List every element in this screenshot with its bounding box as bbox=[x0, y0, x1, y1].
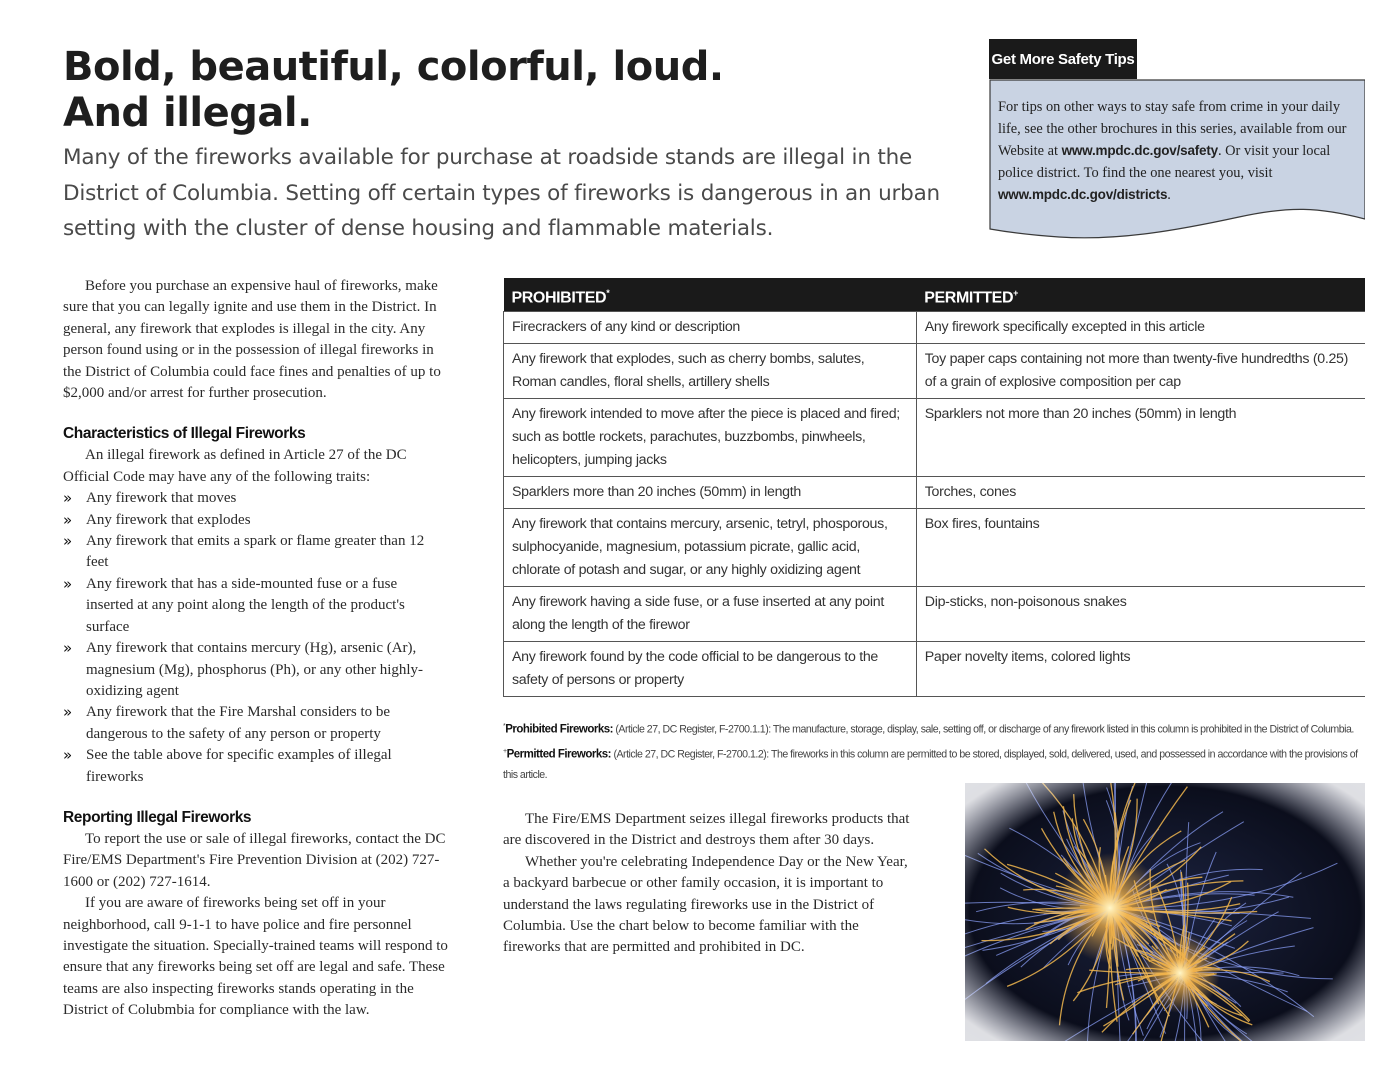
districts-website-link[interactable]: www.mpdc.dc.gov/districts bbox=[998, 187, 1168, 202]
characteristics-intro: An illegal firework as defined in Article 27 of the DC Official Code may have any of the following traits: bbox=[63, 447, 407, 485]
photo-vignette bbox=[965, 783, 1365, 1041]
left-column bbox=[63, 276, 448, 1022]
list-item-text: Any firework that explodes bbox=[86, 511, 251, 528]
table-row bbox=[504, 587, 1366, 642]
safety-website-link[interactable]: www.mpdc.dc.gov/safety bbox=[1061, 143, 1218, 158]
permitted-footnote-continued: this article. bbox=[503, 769, 548, 782]
list-item-text: Any firework that the Fire Marshal considers to be dangerous to the safety of any person or property bbox=[86, 704, 391, 742]
safety-tips-text bbox=[998, 97, 1354, 207]
celebration-paragraph: Whether you're celebrating Independence Day or the New Year, a backyard barbecue or other family occasion, it is important to understand the laws regulating fireworks use in the District of Columbia. Use the chart below to become familiar with the fireworks that are permitted and prohibited in DC. bbox=[503, 853, 908, 956]
characteristics-heading: Characteristics of Illegal Fireworks bbox=[63, 425, 306, 443]
reporting-paragraph-2: If you are aware of fireworks being set off in your neighborhood, call 9-1-1 to have police and fire personnel investigate the situation. Specially-trained teams will respond to ensure that any fireworks being set off are legal and safe. These teams are also inspecting fireworks stands operating in the District of Colubmbia for compliance with the law. bbox=[63, 895, 448, 1019]
permitted-cell: Sparklers not more than 20 inches (50mm) in length bbox=[916, 399, 1365, 477]
tips-text-part-3: . bbox=[1167, 187, 1171, 203]
table-row bbox=[504, 642, 1366, 697]
headline-line-1: Bold, beautiful, colorful, loud. bbox=[63, 44, 724, 90]
tips-text-part-2: . Or visit your local police district. To find the one nearest you, visit bbox=[998, 143, 1331, 181]
prohibited-cell: Any firework having a side fuse, or a fuse inserted at any point along the length of the firewor bbox=[504, 587, 917, 642]
list-item bbox=[63, 531, 448, 574]
list-item-text: Any firework that contains mercury (Hg), arsenic (Ar), magnesium (Mg), phosphorus (Ph), or any other highly-oxidizing agent bbox=[86, 640, 424, 699]
headline bbox=[63, 44, 963, 136]
bullet-icon: » bbox=[63, 703, 73, 722]
list-item bbox=[63, 638, 448, 702]
fireworks-table bbox=[503, 278, 1365, 697]
list-item bbox=[63, 745, 448, 788]
permitted-cell: Toy paper caps containing not more than twenty-five hundredths (0.25) of a grain of explosive composition per cap bbox=[916, 344, 1365, 399]
permitted-cell: Dip-sticks, non-poisonous snakes bbox=[916, 587, 1365, 642]
bullet-icon: » bbox=[63, 532, 73, 551]
list-item-text: Any firework that has a side-mounted fuse or a fuse inserted at any point along the length of the product's surface bbox=[86, 575, 405, 635]
characteristics-list bbox=[63, 488, 448, 788]
tips-text-part-1: For tips on other ways to stay safe from crime in your daily life, see the other brochures in this series, available from our Website at bbox=[998, 99, 1347, 159]
table-row bbox=[504, 312, 1366, 344]
safety-tips-tab: Get More Safety Tips bbox=[989, 39, 1137, 79]
headline-line-2: And illegal. bbox=[63, 90, 312, 136]
reporting-paragraph-1: To report the use or sale of illegal fireworks, contact the DC Fire/EMS Department's Fire Prevention Division at (202) 727-1600 or (202) 727-1614. bbox=[63, 830, 446, 890]
reporting-heading: Reporting Illegal Fireworks bbox=[63, 808, 252, 826]
safety-tips-box bbox=[989, 79, 1365, 241]
seizure-paragraph: The Fire/EMS Department seizes illegal fireworks products that are discovered in the District and destroys them after 30 days. bbox=[503, 811, 910, 849]
permitted-cell: Torches, cones bbox=[916, 477, 1365, 509]
subheading: Many of the fireworks available for purchase at roadside stands are illegal in the District of Columbia. Setting off certain types of fireworks is dangerous in an urban setting with the cluster of dense housing and flammable materials. bbox=[63, 145, 940, 241]
list-item bbox=[63, 488, 448, 509]
prohibited-cell: Sparklers more than 20 inches (50mm) in length bbox=[504, 477, 917, 509]
bullet-icon: » bbox=[63, 574, 73, 593]
table-header-row bbox=[504, 278, 1366, 312]
bullet-icon: » bbox=[63, 510, 73, 529]
prohibited-cell: Any firework found by the code official to be dangerous to the safety of persons or property bbox=[504, 642, 917, 697]
list-item bbox=[63, 574, 448, 638]
intro-paragraph: Before you purchase an expensive haul of fireworks, make sure that you can legally ignite and use them in the District. In general, any firework that explodes is illegal in the city. Any person found using or in the possession of illegal fireworks in the District of Columbia could face fines and penalties of up to $2,000 and/or arrest for further prosecution. bbox=[63, 278, 441, 402]
prohibited-cell: Any firework that explodes, such as cherry bombs, salutes, Roman candles, floral shells, artillery shells bbox=[504, 344, 917, 399]
prohibited-cell: Any firework that contains mercury, arsenic, tetryl, phosporous, sulphocyanide, magnesium, potassium picrate, gallic acid, chlorate of potash and sugar, or any highly oxidizing agent bbox=[504, 509, 917, 587]
list-item bbox=[63, 510, 448, 531]
permitted-column-header: PERMITTED+ bbox=[916, 278, 1365, 312]
list-item bbox=[63, 702, 448, 745]
table-row bbox=[504, 344, 1366, 399]
prohibited-footnote: *Prohibited Fireworks: (Article 27, DC Register, F-2700.1.1): The manufacture, storage, display, sale, setting off, or discharge of any firework listed in this column is prohibited in the District of Columbia. bbox=[503, 723, 1354, 736]
table-row bbox=[504, 477, 1366, 509]
bullet-icon: » bbox=[63, 639, 73, 658]
table-footnotes bbox=[503, 716, 1365, 786]
bullet-icon: » bbox=[63, 746, 73, 765]
list-item-text: Any firework that emits a spark or flame greater than 12 feet bbox=[86, 533, 425, 571]
table-row bbox=[504, 399, 1366, 477]
list-item-text: Any firework that moves bbox=[86, 490, 237, 507]
table-row bbox=[504, 509, 1366, 587]
fireworks-photo bbox=[965, 783, 1365, 1041]
prohibited-column-header: PROHIBITED* bbox=[504, 278, 917, 312]
permitted-cell: Paper novelty items, colored lights bbox=[916, 642, 1365, 697]
middle-column bbox=[503, 809, 913, 959]
permitted-cell: Box fires, fountains bbox=[916, 509, 1365, 587]
bullet-icon: » bbox=[63, 489, 73, 508]
prohibited-cell: Firecrackers of any kind or description bbox=[504, 312, 917, 344]
list-item-text: See the table above for specific examples of illegal fireworks bbox=[86, 747, 392, 785]
permitted-cell: Any firework specifically excepted in this article bbox=[916, 312, 1365, 344]
prohibited-cell: Any firework intended to move after the piece is placed and fired; such as bottle rockets, parachutes, buzzbombs, pinwheels, helicopters, jumping jacks bbox=[504, 399, 917, 477]
permitted-footnote: +Permitted Fireworks: (Article 27, DC Register, F-2700.1.2): The fireworks in this column are permitted to be stored, displayed, sold, delivered, used, and possessed in accordance with the provisions of bbox=[503, 747, 1358, 761]
